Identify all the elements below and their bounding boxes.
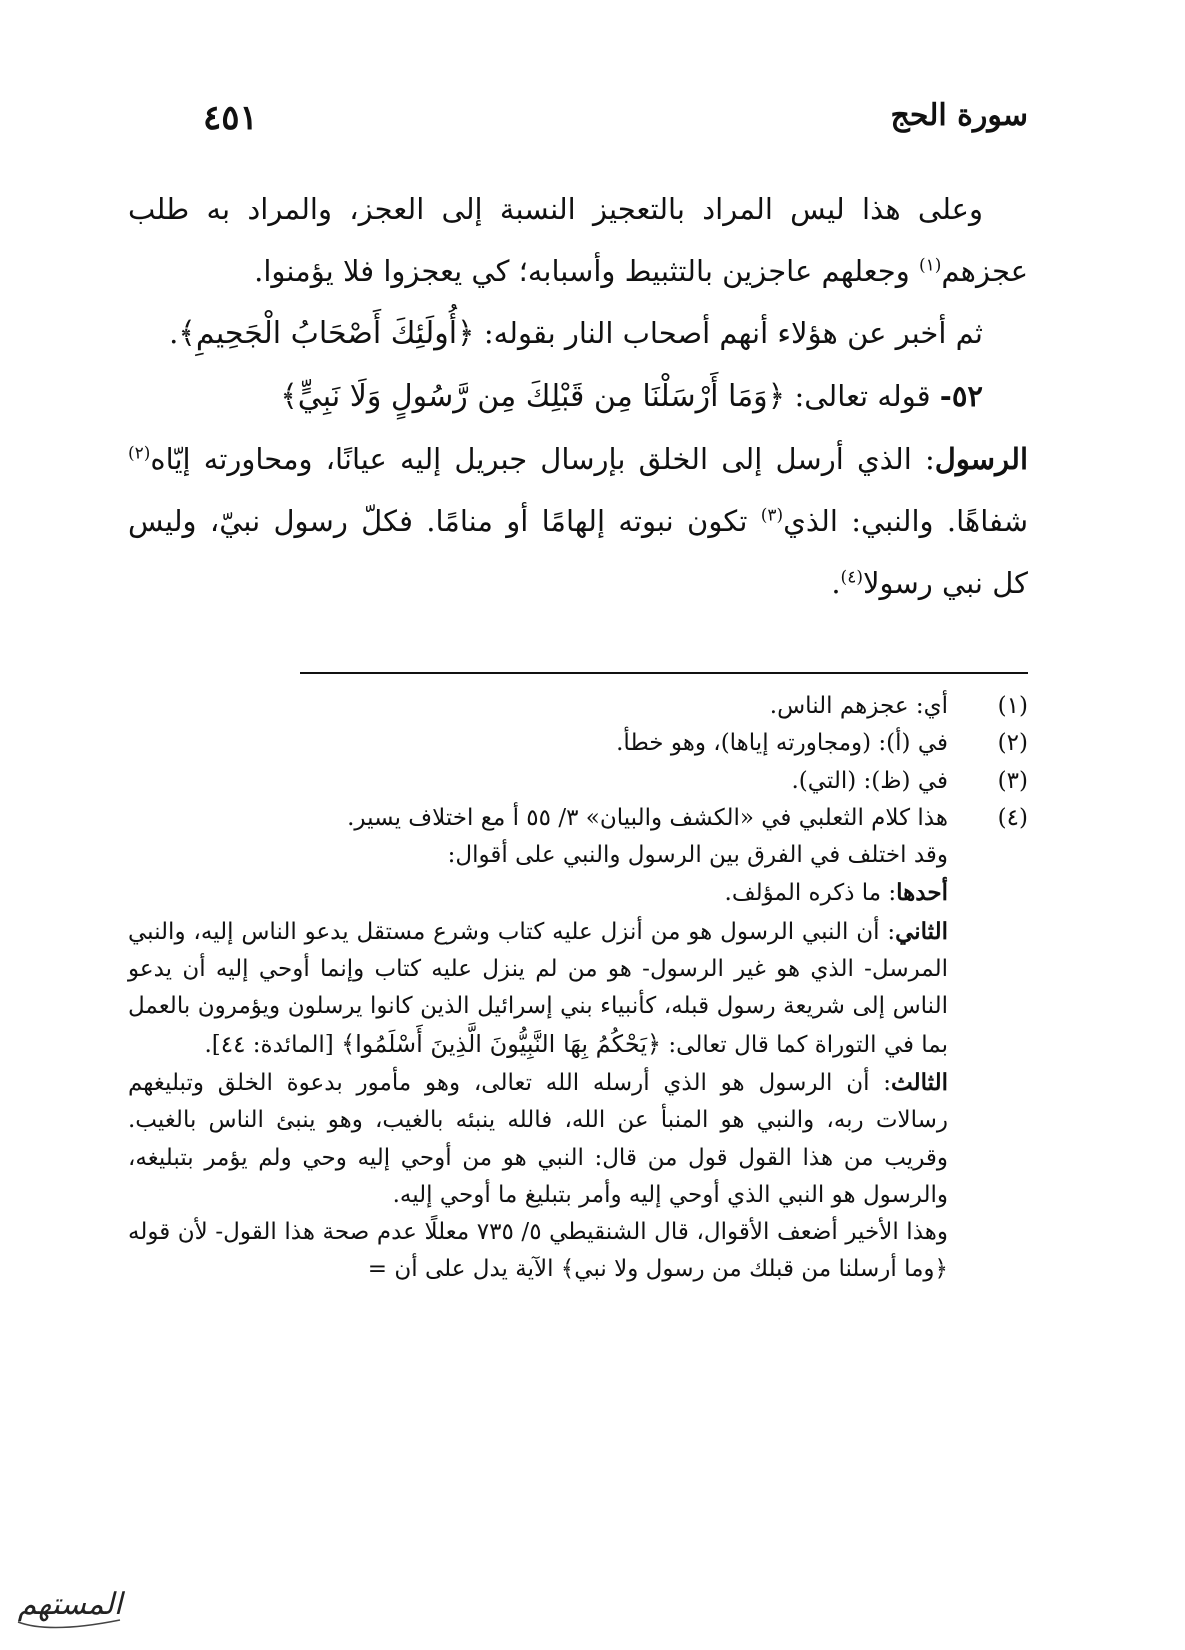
paragraph-2	[128, 302, 1028, 365]
paragraph-1-end: وجعلهم عاجزين بالتثبيط وأسبابه؛ كي يعجزوا فلا يؤمنوا.	[254, 254, 919, 288]
first-opinion-text: : ما ذكره المؤلف.	[724, 880, 897, 907]
footnote-3-text: في (ظ): (التي).	[791, 767, 948, 794]
paragraph-4-a: : الذي أرسل إلى الخلق بإرسال جبريل إليه عيانًا، ومحاورته إيّاه	[150, 442, 935, 476]
paragraph-4-end: .	[831, 566, 841, 600]
verse-intro: قوله تعالى:	[785, 379, 940, 413]
paragraph-4-b: شفاهًا. والنبي: الذي	[783, 504, 1028, 538]
footnote-4	[128, 800, 1028, 837]
verse-number: ٥٢-	[939, 379, 983, 413]
main-text	[128, 178, 1028, 614]
footnote-4-number: (٤)	[997, 804, 1028, 831]
third-opinion-label: الثالث	[891, 1068, 948, 1096]
footnote-3	[128, 763, 1028, 800]
paragraph-2-end: .	[169, 316, 179, 350]
footnote-divider	[300, 672, 1028, 674]
quran-quote-2: ﴿وَمَا أَرْسَلْنَا مِن قَبْلِكَ مِن رَّسُولٍ وَلَا نَبِيٍّ﴾	[280, 379, 786, 414]
footnotes	[128, 688, 1028, 1289]
quran-quote-1: ﴿أُولَئِكَ أَصْحَابُ الْجَحِيمِ﴾	[178, 316, 475, 351]
third-opinion-text: : أن الرسول هو الذي أرسله الله تعالى، وهو مأمور بدعوة الخلق وتبليغهم رسالات ربه، والنبي هو المنبأ عن الله، فالله ينبئه بالغيب، وهو ينبئ الناس بالغيب. وقريب من هذا القول قول من قال: النبي هو من أوحي إليه وحي ولم يؤمر بتبليغه، والرسول هو النبي الذي أوحي إليه وأمر بتبليغ ما أوحي إليه.	[128, 1069, 948, 1208]
footnote-1-number: (١)	[997, 693, 1028, 719]
verse-heading-52	[128, 365, 1028, 428]
page-number: ٤٥١	[203, 98, 258, 138]
surah-title: سورة الحج	[890, 98, 1028, 133]
footnote-4-third-opinion	[128, 1064, 1028, 1214]
footnote-ref-4: (٤)	[840, 567, 863, 588]
logo-text: المستهم	[17, 1587, 123, 1622]
second-opinion-label: الثاني	[895, 917, 948, 945]
footnote-4-first-opinion	[128, 874, 1028, 912]
footnote-ref-3: (٣)	[760, 505, 784, 526]
paragraph-1	[128, 178, 1028, 302]
publisher-logo	[10, 1572, 130, 1642]
footnote-ref-2: (٢)	[128, 443, 151, 464]
footnote-1	[128, 688, 1028, 725]
first-opinion-label: أحدها	[896, 879, 948, 907]
footnote-4-second-opinion	[128, 913, 1028, 1064]
footnote-2	[128, 725, 1028, 762]
footnote-1-text: أي: عجزهم الناس.	[769, 693, 948, 719]
quran-quote-3: ﴿يَحْكُمُ بِهَا النَّبِيُّونَ الَّذِينَ أَسْلَمُوا﴾	[341, 1029, 662, 1058]
page-header	[128, 98, 1028, 148]
paragraph-4-c: تكون نبوته إلهامًا أو منامًا. فكلّ رسول نبيّ، وليس كل نبي رسولا	[128, 504, 1028, 600]
footnote-2-number: (٢)	[997, 730, 1028, 757]
paragraph-4	[128, 428, 1028, 614]
paragraph-2-text: ثم أخبر عن هؤلاء أنهم أصحاب النار بقوله:	[474, 316, 983, 350]
term-rasul: الرسول	[934, 442, 1028, 476]
footnote-ref-1: (١)	[918, 255, 942, 276]
footnote-2-text: في (أ): (ومجاورته إياها)، وهو خطأ.	[616, 730, 948, 757]
footnote-4-conclusion: وهذا الأخير أضعف الأقوال، قال الشنقيطي ٥/ ٧٣٥ معللًا عدم صحة هذا القول- لأن قوله ﴿وما أرسلنا من قبلك من رسول ولا نبي﴾ الآية يدل على أن =	[128, 1219, 949, 1283]
footnote-4-intro: وقد اختلف في الفرق بين الرسول والنبي على أقوال:	[447, 842, 948, 869]
paragraph-1-text: وعلى هذا ليس المراد بالتعجيز النسبة إلى العجز، والمراد به طلب عجزهم	[128, 192, 1028, 288]
second-opinion-end: [المائدة: ٤٤].	[204, 1031, 342, 1058]
footnote-4-text: هذا كلام الثعلبي في «الكشف والبيان» ٣/ ٥٥ أ مع اختلاف يسير.	[347, 804, 948, 831]
second-opinion-text: : أن النبي الرسول هو من أنزل عليه كتاب وشرع مستقل يدعو الناس إليه، والنبي المرسل- الذي هو غير الرسول- هو من لم ينزل عليه كتاب وإنما أوحي إليه أن يدعو الناس إلى شريعة رسول قبله، كأنبياء بني إسرائيل الذين كانوا يرسلون ويؤمرون بالعمل بما في التوراة كما قال تعالى:	[128, 918, 948, 1058]
footnote-3-number: (٣)	[997, 767, 1028, 794]
